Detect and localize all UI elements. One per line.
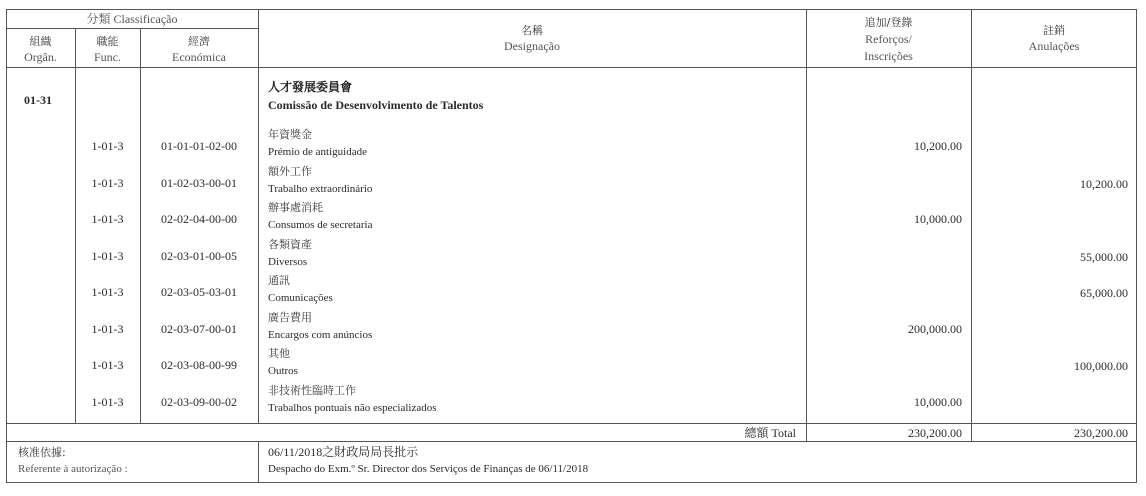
header-inscricoes-pt: Inscrições: [864, 49, 913, 63]
total-top-rule: [6, 423, 1137, 424]
row-reforco-value: 200,000.00: [908, 322, 962, 336]
organ-name-zh: 人才發展委員會: [268, 80, 353, 94]
row-designacao-pt: Diversos: [268, 256, 308, 268]
total-anulacoes: 230,200.00: [1074, 426, 1128, 440]
row-econ-code: 01-01-01-02-00: [161, 139, 237, 153]
row-designacao-pt: Prémio de antiguidade: [268, 146, 367, 158]
row-designacao-zh: 非技術性臨時工作: [268, 384, 356, 397]
row-reforco-value: 10,200.00: [914, 139, 962, 153]
row-designacao-zh: 各類資產: [268, 238, 312, 251]
total-label: 總額 Total: [744, 426, 796, 440]
row-econ-code: 02-02-04-00-00: [161, 212, 237, 226]
row-anulacao-value: 65,000.00: [1080, 286, 1128, 300]
row-econ-code: 02-03-01-00-05: [161, 249, 237, 263]
row-designacao-zh: 額外工作: [268, 165, 312, 178]
row-designacao-zh: 廣告費用: [268, 311, 312, 324]
row-func-code: 1-01-3: [91, 322, 124, 336]
row-econ-code: 02-03-08-00-99: [161, 358, 237, 372]
header-func-zh: 職能: [96, 35, 119, 48]
classification-underline: [6, 28, 258, 29]
header-reforcos-pt: Reforços/: [865, 32, 912, 46]
budget-table: [6, 9, 1137, 483]
header-econ-pt: Económica: [172, 50, 226, 64]
row-econ-code: 02-03-05-03-01: [161, 285, 237, 299]
row-designacao-pt: Encargos com anúncios: [268, 329, 373, 341]
row-econ-code: 01-02-03-00-01: [161, 176, 237, 190]
header-designacao-pt: Designação: [504, 39, 560, 53]
header-classification: 分類 Classificação: [86, 12, 178, 26]
row-func-code: 1-01-3: [91, 285, 124, 299]
row-func-code: 1-01-3: [91, 395, 124, 409]
organ-name-pt: Comissão de Desenvolvimento de Talentos: [268, 98, 484, 112]
row-designacao-pt: Trabalhos pontuais não especializados: [268, 402, 437, 414]
footer-value-zh: 06/11/2018之財政局局長批示: [268, 445, 419, 459]
row-anulacao-value: 100,000.00: [1074, 359, 1128, 373]
header-organ-pt: Orgân.: [24, 50, 57, 64]
row-func-code: 1-01-3: [91, 176, 124, 190]
header-econ-zh: 經濟: [188, 35, 210, 48]
row-designacao-zh: 年資獎金: [268, 128, 312, 141]
total-bottom-rule: [6, 441, 1137, 442]
row-econ-code: 02-03-07-00-01: [161, 322, 237, 336]
row-func-code: 1-01-3: [91, 358, 124, 372]
row-func-code: 1-01-3: [91, 249, 124, 263]
footer-divider: [258, 441, 259, 483]
col-divider-reforcos: [971, 9, 972, 442]
footer-value-pt: Despacho do Exm.º Sr. Director dos Serviços de Finanças de 06/11/2018: [268, 463, 589, 475]
header-organ-zh: 組織: [29, 35, 52, 48]
row-designacao-pt: Consumos de secretaria: [268, 219, 373, 231]
row-designacao-zh: 辦事處消耗: [268, 201, 323, 214]
row-designacao-pt: Comunicações: [268, 292, 333, 304]
row-designacao-pt: Outros: [268, 365, 298, 377]
row-func-code: 1-01-3: [91, 139, 124, 153]
row-func-code: 1-01-3: [91, 212, 124, 226]
header-bottom-rule: [6, 67, 1137, 68]
header-anulacoes-zh: 註銷: [1043, 24, 1065, 37]
organ-code: 01-31: [24, 93, 52, 107]
col-divider-econ: [258, 9, 259, 423]
header-reforcos-zh: 追加/登錄: [864, 16, 913, 29]
header-func-pt: Func.: [94, 50, 121, 64]
row-econ-code: 02-03-09-00-02: [161, 395, 237, 409]
row-designacao-zh: 其他: [268, 347, 290, 360]
footer-label-pt: Referente à autorização :: [18, 463, 128, 475]
total-reforcos: 230,200.00: [908, 426, 962, 440]
row-reforco-value: 10,000.00: [914, 395, 962, 409]
row-reforco-value: 10,000.00: [914, 212, 962, 226]
row-designacao-zh: 通訊: [268, 274, 290, 287]
row-anulacao-value: 10,200.00: [1080, 177, 1128, 191]
header-anulacoes-pt: Anulações: [1028, 39, 1080, 53]
row-anulacao-value: 55,000.00: [1080, 250, 1128, 264]
row-designacao-pt: Trabalho extraordinário: [268, 183, 373, 195]
footer-label-zh: 核准依據:: [18, 446, 66, 459]
header-designacao-zh: 名稱: [521, 24, 543, 37]
